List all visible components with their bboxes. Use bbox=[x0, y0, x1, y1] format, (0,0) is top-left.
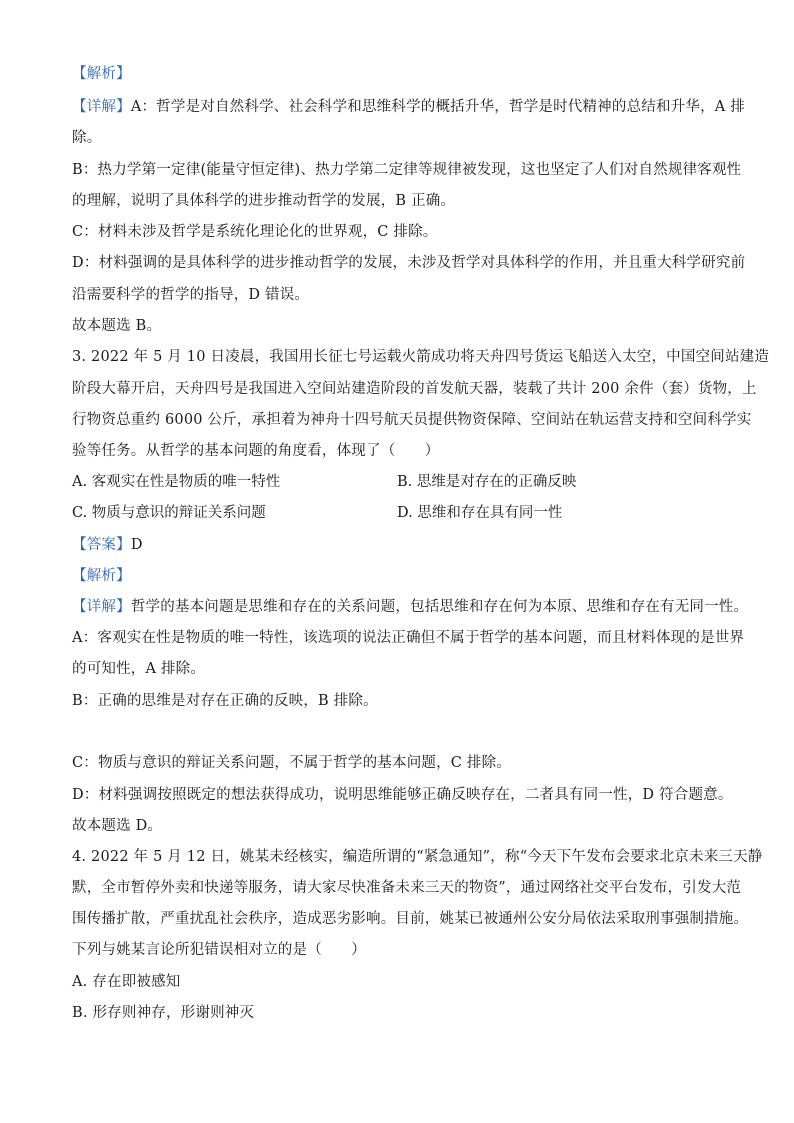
answer-value: D bbox=[130, 537, 143, 553]
q3-option-a: A. 客观实在性是物质的唯一特性 bbox=[72, 474, 281, 490]
q3-detail-line bbox=[72, 597, 749, 617]
q2-detail-b-line1: B：热力学第一定律(能量守恒定律)、热力学第二定律等规律被发现，这也坚定了人们对自然规律客观性 bbox=[72, 162, 742, 178]
q3-detail-d-line: D：材料强调按照既定的想法获得成功，说明思维能够正确反映存在，二者具有同一性，D 符合题意。 bbox=[72, 787, 733, 803]
q4-stem-line3: 围传播扩散，严重扰乱社会秩序，造成恶劣影响。目前，姚某已被通州公安分局依法采取刑事强制措施。 bbox=[72, 911, 749, 927]
answer-tag: 【答案】 bbox=[72, 537, 131, 553]
q2-detail-a-line1 bbox=[72, 97, 745, 117]
analysis-heading: 【解析】 bbox=[72, 66, 131, 82]
q4-stem-line4: 下列与姚某言论所犯错误相对立的是（ ） bbox=[72, 942, 366, 958]
q3-detail-c-line: C：物质与意识的辩证关系问题，不属于哲学的基本问题，C 排除。 bbox=[72, 755, 511, 771]
q3-stem-line3: 行物资总重约 6000 公斤，承担着为神舟十四号航天员提供物资保障、空间站在轨运营支持和空间科学实 bbox=[72, 412, 752, 428]
q2-detail-b-line2: 的理解，说明了具体科学的进步推动哲学的发展，B 正确。 bbox=[72, 193, 456, 209]
q3-option-d: D. 思维和存在具有同一性 bbox=[397, 505, 563, 521]
q3-stem-line4: 验等任务。从哲学的基本问题的角度看，体现了（ ） bbox=[72, 443, 440, 459]
q3-answer bbox=[72, 535, 734, 555]
q3-option-c: C. 物质与意识的辩证关系问题 bbox=[72, 505, 266, 521]
detail-tag: 【详解】 bbox=[72, 99, 131, 115]
q3-conclusion: 故本题选 D。 bbox=[72, 818, 163, 834]
q2-conclusion: 故本题选 B。 bbox=[72, 318, 162, 334]
q4-stem-line1: 4. 2022 年 5 月 12 日，姚某未经核实，编造所谓的“紧急通知”，称“今天下午发布会要求北京未来三天静 bbox=[72, 849, 763, 865]
q2-detail-d-line1: D：材料强调的是具体科学的进步推动哲学的发展，未涉及哲学对具体科学的作用，并且重大科学研究前 bbox=[72, 255, 746, 271]
q3-option-b: B. 思维是对存在的正确反映 bbox=[397, 474, 577, 490]
q2-detail-d-line2: 沿需要科学的哲学的指导，D 错误。 bbox=[72, 287, 310, 303]
q3-detail-b-line: B：正确的思维是对存在正确的反映，B 排除。 bbox=[72, 693, 378, 709]
q3-detail-text: 哲学的基本问题是思维和存在的关系问题，包括思维和存在何为本原、思维和存在有无同一性。 bbox=[130, 599, 749, 615]
q3-detail-a-line2: 的可知性，A 排除。 bbox=[72, 661, 206, 677]
q2-detail-a-text: A：哲学是对自然科学、社会科学和思维科学的概括升华，哲学是时代精神的总结和升华，A 排 bbox=[130, 99, 745, 115]
q2-detail-c-line: C：材料未涉及哲学是系统化理论化的世界观，C 排除。 bbox=[72, 224, 438, 240]
q4-option-a: A. 存在即被感知 bbox=[72, 974, 181, 990]
q2-detail-a-line2: 除。 bbox=[72, 130, 102, 146]
q4-stem-line2: 默，全市暂停外卖和快递等服务，请大家尽快准备未来三天的物资”，通过网络社交平台发布，引发大范 bbox=[72, 880, 742, 896]
q3-analysis-heading: 【解析】 bbox=[72, 568, 131, 584]
q4-option-b: B. 形存则神存，形谢则神灭 bbox=[72, 1005, 255, 1021]
q3-stem-line1: 3. 2022 年 5 月 10 日凌晨，我国用长征七号运载火箭成功将天舟四号货运飞船送入太空，中国空间站建造 bbox=[72, 349, 770, 365]
detail-tag: 【详解】 bbox=[72, 599, 131, 615]
q3-detail-a-line1: A：客观实在性是物质的唯一特性，该选项的说法正确但不属于哲学的基本问题，而且材料体现的是世界 bbox=[72, 630, 745, 646]
q3-stem-line2: 阶段大幕开启，天舟四号是我国进入空间站建造阶段的首发航天器，装载了共计 200 余件（套）货物，上 bbox=[72, 381, 757, 397]
